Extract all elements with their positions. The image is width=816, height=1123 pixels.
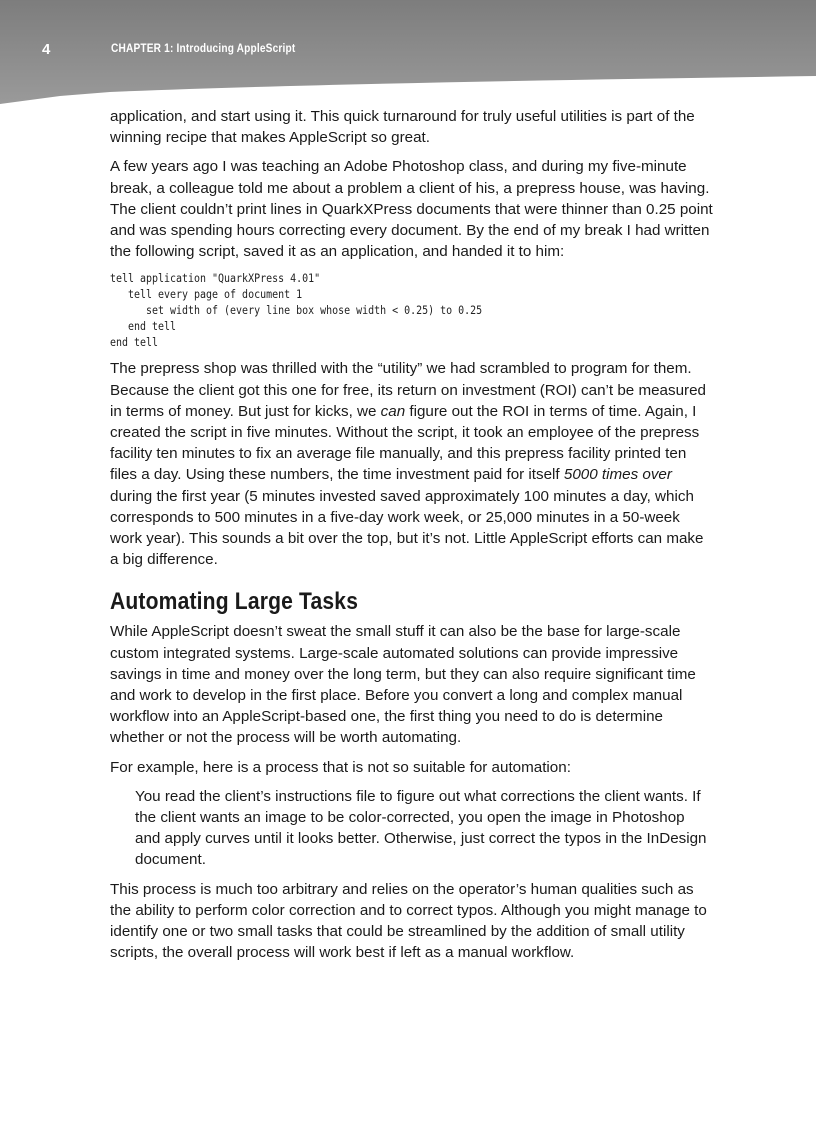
code-block-quarkxpress-script: tell application "QuarkXPress 4.01" tell every page of document 1 set width of (every line box whose width < 0.25) to 0.25 end tell end tell bbox=[110, 271, 483, 350]
paragraph-3-text-a: The prepress shop was thrilled with the “utility” we had scrambled to program for them. Because the client got this one for free, its return on investment (ROI) can’t be measured in terms of money. But just for kicks, we bbox=[110, 360, 706, 420]
paragraph-3-emphasis-can: can bbox=[380, 402, 406, 420]
block-quote: You read the client’s instructions file to figure out what corrections the client wants. If the client wants an image to be color-corrected, you open the image in Photoshop and apply curves until it looks better. Otherwise, just correct the typos in the InDesign document. bbox=[135, 787, 707, 869]
paragraph-6: This process is much too arbitrary and relies on the operator’s human qualities such as the ability to perform color correction and to correct typos. Although you might manage to identify one or two small tasks that could be streamlined by the addition of small utility scripts, the overall process will work best if left as a manual workflow. bbox=[110, 880, 707, 962]
section-heading: Automating Large Tasks bbox=[110, 588, 359, 616]
paragraph-1: application, and start using it. This quick turnaround for truly useful utilities is part of the winning recipe that makes AppleScript so great. bbox=[110, 108, 695, 147]
paragraph-3-text-b: figure out the ROI in terms of time. Again, I created the script in five minutes. Without the script, it took an employee of the prepress facility ten minutes to fix an average file manually, and this prepress facility printed ten files a day. Using these numbers, the time investment paid for itself bbox=[110, 402, 700, 484]
page-number: 4 bbox=[42, 41, 51, 58]
paragraph-3-emphasis-5000-times: 5000 times over bbox=[563, 466, 672, 484]
paragraph-2: A few years ago I was teaching an Adobe Photoshop class, and during my five-minute break, a colleague told me about a problem a client of his, a prepress house, was having. The client couldn’t print lines in QuarkXPress documents that were thinner than 0.25 point and was spending hours correcting every document. By the end of my break I had written the following script, saved it as an application, and handed it to him: bbox=[110, 158, 713, 261]
paragraph-5: For example, here is a process that is not so suitable for automation: bbox=[110, 758, 571, 776]
paragraph-4: While AppleScript doesn’t sweat the small stuff it can also be the base for large-scale custom integrated systems. Large-scale automated solutions can provide impressive savings in time and money over the long term, but they can also require significant time and work to develop in the first place. Before you convert a long and complex manual workflow into an AppleScript-based one, the first thing you need to do is determine whether or not the process will be worth automating. bbox=[110, 623, 696, 747]
paragraph-3 bbox=[110, 358, 714, 570]
chapter-title: CHAPTER 1: Introducing AppleScript bbox=[111, 43, 296, 55]
paragraph-3-text-c: during the first year (5 minutes invested saved approximately 100 minutes a day, which corresponds to 500 minutes in a five-day work week, or 25,000 minutes in a 50-week work year). This sounds a bit over the top, but it’s not. Little AppleScript efforts can make a big difference. bbox=[110, 487, 704, 569]
page-content bbox=[110, 106, 714, 972]
